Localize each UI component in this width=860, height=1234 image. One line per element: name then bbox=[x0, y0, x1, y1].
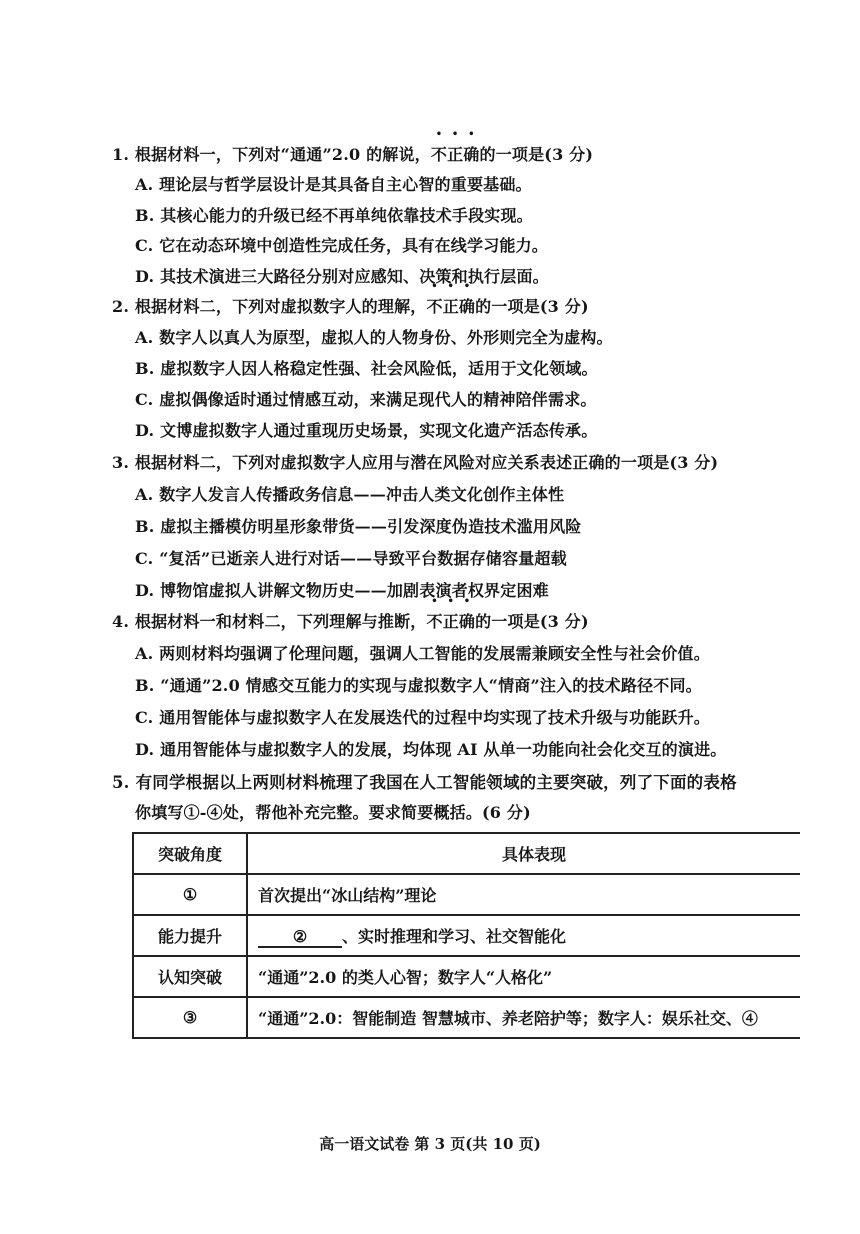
emphasis-char: 正 bbox=[447, 145, 464, 164]
page-edge-crop bbox=[800, 820, 860, 1050]
table-header-content: 具体表现 bbox=[247, 833, 821, 874]
option-4b: B. “通通”2.0 情感交互能力的实现与虚拟数字人“情商”注入的技术路径不同。 bbox=[135, 676, 702, 695]
table-cell-content bbox=[247, 915, 821, 956]
question-1-stem-text: 1. 根据材料一，下列对“通通”2.0 的解说， bbox=[112, 145, 431, 164]
table-cell-content: “通通”2.0：智能制造 智慧城市、养老陪护等；数字人：娱乐社交、④ bbox=[247, 997, 821, 1038]
table-header-angle: 突破角度 bbox=[133, 833, 247, 874]
option-3d: D. 博物馆虚拟人讲解文物历史——加剧表演者权界定困难 bbox=[135, 581, 549, 600]
option-2a: A. 数字人以真人为原型，虚拟人的人物身份、外形则完全为虚构。 bbox=[135, 328, 613, 347]
question-1-stem-tail: 的一项是(3 分) bbox=[479, 145, 594, 164]
table-cell-angle: 认知突破 bbox=[133, 956, 247, 997]
table-row bbox=[133, 997, 821, 1038]
question-2-stem bbox=[112, 294, 589, 317]
question-2-stem-text: 2. 根据材料二，下列对虚拟数字人的理解， bbox=[112, 297, 427, 316]
question-2-stem-tail: 的一项是(3 分) bbox=[475, 297, 589, 316]
emphasis-char: 确 bbox=[463, 145, 480, 164]
question-1-stem bbox=[112, 142, 593, 165]
emphasis-char: 正 bbox=[442, 297, 459, 316]
question-5-stem-line-2: 你填写①-④处，帮他补充完整。要求简要概括。(6 分) bbox=[135, 803, 531, 822]
question-4-stem bbox=[112, 609, 589, 632]
table-header-row bbox=[133, 833, 821, 874]
option-2b: B. 虚拟数字人因人格稳定性强、社会风险低，适用于文化领域。 bbox=[135, 359, 598, 378]
option-1b: B. 其核心能力的升级已经不再单纯依靠技术手段实现。 bbox=[135, 206, 533, 225]
table-cell-angle: ① bbox=[133, 874, 247, 915]
option-1c: C. 它在动态环境中创造性完成任务，具有在线学习能力。 bbox=[135, 236, 548, 255]
emphasis-char: 确 bbox=[458, 612, 476, 631]
option-3b: B. 虚拟主播模仿明星形象带货——引发深度伪造技术滥用风险 bbox=[135, 517, 582, 536]
page-footer: 高一语文试卷 第 3 页(共 10 页) bbox=[319, 1135, 541, 1153]
breakthrough-table bbox=[132, 832, 822, 1039]
emphasis-char: 正 bbox=[442, 612, 459, 631]
option-4a: A. 两则材料均强调了伦理问题，强调人工智能的发展需兼顾安全性与社会价值。 bbox=[135, 644, 710, 663]
option-4c: C. 通用智能体与虚拟数字人在发展迭代的过程中均实现了技术升级与功能跃升。 bbox=[135, 708, 710, 727]
option-3a: A. 数字人发言人传播政务信息——冲击人类文化创作主体性 bbox=[135, 485, 565, 504]
option-2d: D. 文博虚拟数字人通过重现历史场景，实现文化遗产活态传承。 bbox=[135, 421, 598, 440]
table-cell-angle: 能力提升 bbox=[133, 915, 247, 956]
question-4-stem-tail: 的一项是(3 分) bbox=[475, 612, 589, 631]
table-cell-content: “通通”2.0 的类人心智；数字人“人格化” bbox=[247, 956, 821, 997]
table-cell-content-text: 、实时推理和学习、社交智能化 bbox=[342, 926, 567, 946]
option-2c: C. 虚拟偶像适时通过情感互动，来满足现代人的精神陪伴需求。 bbox=[135, 390, 597, 409]
emphasis-char: 不 bbox=[426, 612, 443, 631]
option-1d: D. 其技术演进三大路径分别对应感知、决策和执行层面。 bbox=[135, 267, 549, 286]
emphasis-char: 确 bbox=[458, 297, 476, 316]
option-4d: D. 通用智能体与虚拟数字人的发展，均体现 AI 从单一功能向社会化交互的演进。 bbox=[135, 740, 727, 759]
table-row bbox=[133, 915, 821, 956]
answer-blank[interactable]: ② bbox=[258, 927, 342, 948]
table-cell-angle: ③ bbox=[133, 997, 247, 1038]
question-5-stem-line-1: 5. 有同学根据以上两则材料梳理了我国在人工智能领域的主要突破，列了下面的表格 bbox=[112, 773, 737, 792]
emphasis-char: 不 bbox=[430, 145, 448, 164]
table-cell-content: 首次提出“冰山结构”理论 bbox=[247, 874, 821, 915]
emphasis-char: 不 bbox=[426, 297, 443, 316]
option-1a: A. 理论层与哲学层设计是其具备自主心智的重要基础。 bbox=[135, 175, 532, 194]
question-3-stem: 3. 根据材料二，下列对虚拟数字人应用与潜在风险对应关系表述正确的一项是(3 分) bbox=[112, 453, 719, 472]
option-3c: C. “复活”已逝亲人进行对话——导致平台数据存储容量超载 bbox=[135, 549, 567, 568]
question-4-stem-text: 4. 根据材料一和材料二，下列理解与推断， bbox=[112, 612, 427, 631]
table-row bbox=[133, 874, 821, 915]
table-row bbox=[133, 956, 821, 997]
